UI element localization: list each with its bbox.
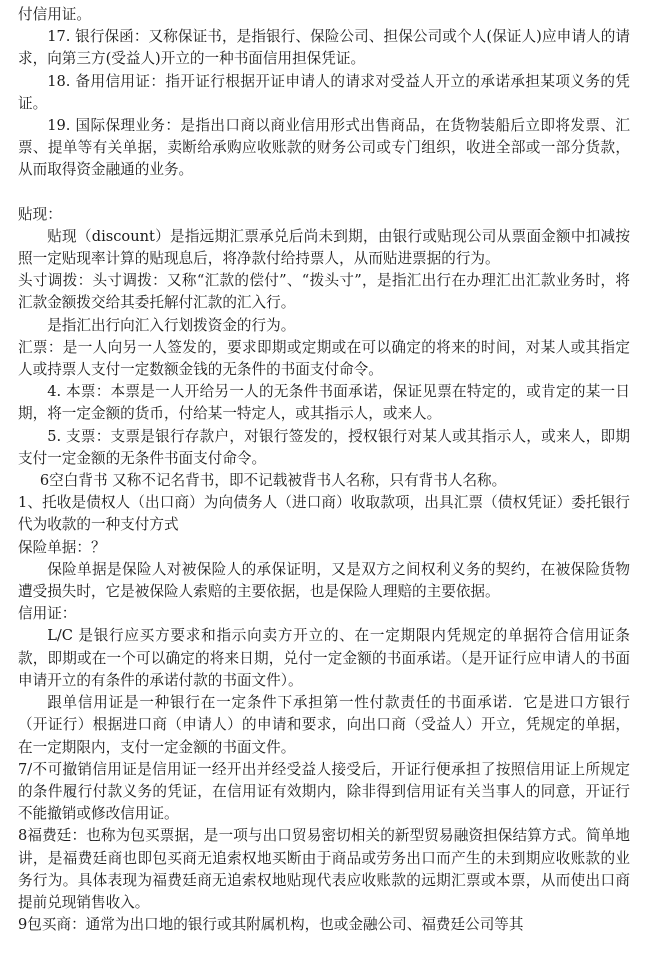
paragraph-cover-transfer-note: 是指汇出行向汇入行划拨资金的行为。 [47, 316, 296, 334]
heading-letter-of-credit: 信用证： [18, 605, 77, 623]
paragraph-factoring: 19. 国际保理业务：是指出口商以商业信用形式出售商品，在货物装船后立即将发票、汇票、提单等有关单据，卖断给承购应收账款的财务公司或专门组织，收进全部或一部分货款，从而取得资金融通的业务。 [18, 117, 630, 179]
paragraph-bill-of-exchange: 汇票：是一人向另一人签发的，要求即期或定期或在可以确定的将来的时间，对某人或其指定人或持票人支付一定数额金钱的无条件的书面支付命令。 [18, 338, 630, 379]
paragraph-collection: 1、托收是债权人（出口商）为向债务人（进口商）收取款项，出具汇票（债权凭证）委托银行代为收款的一种支付方式 [18, 494, 630, 534]
heading-insurance-documents: 保险单据：？ [18, 538, 106, 556]
paragraph-forfaiter: 9包买商：通常为出口地的银行或其附属机构，也或金融公司、福费廷公司等其 [18, 916, 524, 934]
paragraph-standby-lc: 18. 备用信用证：指开证行根据开证申请人的请求对受益人开立的承诺承担某项义务的凭证。 [18, 72, 630, 112]
paragraph-blank-endorsement: 6空白背书 又称不记名背书，即不记载被背书人名称，只有背书人名称。 [39, 472, 507, 490]
paragraph-bank-guarantee: 17. 银行保函：又称保证书，是指银行、保险公司、担保公司或个人(保证人)应申请人的请求，向第三方(受益人)开立的一种书面信用担保凭证。 [18, 28, 630, 68]
paragraph-cheque: 5. 支票：支票是银行存款户，对银行签发的，授权银行对某人或其指示人，或来人，即期支付一定金额的无条件书面支付命令。 [18, 427, 630, 467]
paragraph-promissory-note: 4. 本票：本票是一人开给另一人的无条件书面承诺，保证见票在特定的，或肯定的某一日期，将一定金额的货币，付给某一特定人，或其指示人，或来人。 [18, 383, 630, 423]
paragraph-insurance-documents: 保险单据是保险人对被保险人的承保证明，又是双方之间权利义务的契约，在被保险货物遭受损失时，它是被保险人索赔的主要依据，也是保险人理赔的主要依据。 [18, 560, 630, 601]
paragraph-documentary-credit: 跟单信用证是一种银行在一定条件下承担第一性付款责任的书面承诺．它是进口方银行（开证行）根据进口商（申请人）的申请和要求，向出口商（受益人）开立，凭规定的单据，在一定期限内，支付一定金额的书面文件。 [18, 694, 630, 756]
paragraph-cover-transfer: 头寸调拨：头寸调拨：又称“汇款的偿付”、“拨头寸”，是指汇出行在办理汇出汇款业务时，将汇款金额拨交给其委托解付汇款的汇入行。 [18, 272, 630, 312]
heading-discount: 贴现： [18, 205, 62, 223]
paragraph-continuation: 付信用证。 [18, 6, 91, 23]
paragraph-letter-of-credit: L/C 是银行应买方要求和指示向卖方开立的、在一定期限内凭规定的单据符合信用证条款，即期或在一个可以确定的将来日期，兑付一定金额的书面承诺。（是开证行应申请人的书面申请开立的有条件的承诺付款的书面文件）。 [18, 627, 630, 689]
paragraph-irrevocable-lc: 7/不可撤销信用证是信用证一经开出并经受益人接受后，开证行便承担了按照信用证上所规定的条件履行付款义务的凭证，在信用证有效期内，除非得到信用证有关当事人的同意，开证行不能撤销或修改信用证。 [18, 760, 630, 823]
paragraph-discount: 贴现（discount）是指远期汇票承兑后尚未到期，由银行或贴现公司从票面金额中扣减按照一定贴现率计算的贴现息后，将净款付给持票人，从而贴进票据的行为。 [18, 227, 630, 268]
blank-line [18, 182, 630, 204]
document-page [18, 4, 630, 936]
paragraph-forfaiting: 8福费廷：也称为包买票据，是一项与出口贸易密切相关的新型贸易融资担保结算方式。简单地讲，是福费廷商也即包买商无追索权地买断由于商品或劳务出口而产生的未到期应收账款的业务行为。具体表现为福费廷商无追索权地贴现代表应收账款的远期汇票或本票，从而使出口商提前兑现销售收入。 [18, 827, 630, 911]
